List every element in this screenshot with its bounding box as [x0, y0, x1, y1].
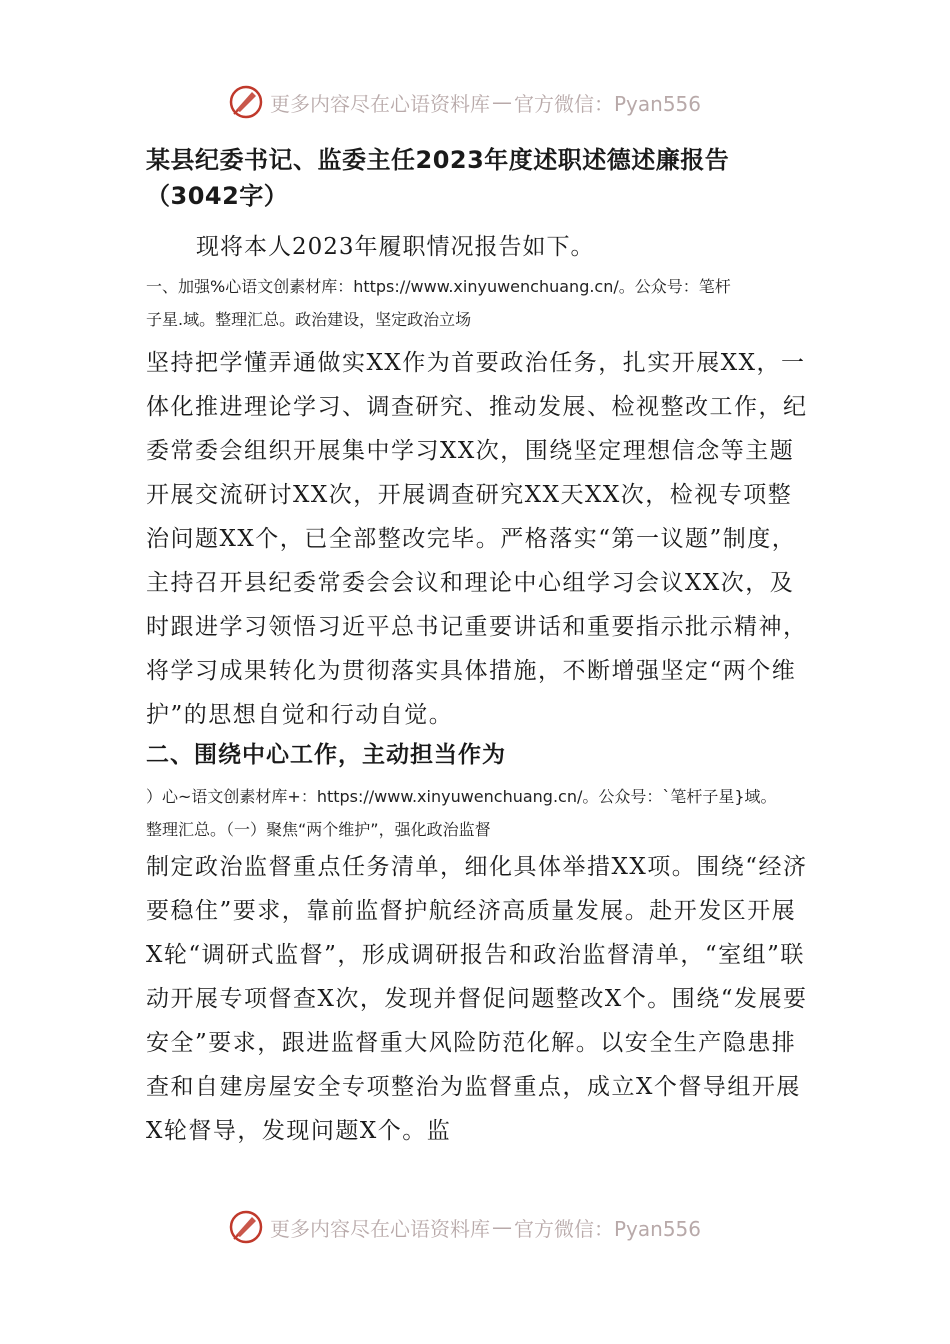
pen-logo-icon — [228, 1209, 264, 1245]
header-banner — [228, 84, 701, 120]
title-line-2: （3042字） — [146, 182, 289, 210]
banner-separator: — — [492, 1215, 512, 1239]
footer-banner — [228, 1209, 701, 1245]
pen-logo-icon — [228, 84, 264, 120]
banner-text: 更多内容尽在心语资料库 — [270, 1216, 490, 1241]
section2-note-line-2: 整理汇总。（一）聚焦“两个维护”，强化政治监督 — [146, 820, 491, 839]
banner-suffix: 官方微信：Pyan556 — [514, 91, 702, 116]
section1-note — [146, 270, 816, 336]
intro-text: 现将本人2023年履职情况报告如下。 — [196, 234, 595, 260]
document-title — [146, 142, 806, 214]
banner-text: 更多内容尽在心语资料库 — [270, 91, 490, 116]
section1-note-line-1: 一、加强%心语文创素材库：https://www.xinyuwenchuang.cn/。公众号：笔杆 — [146, 277, 731, 296]
section2-note-line-1: ）心~语文创素材库+：https://www.xinyuwenchuang.cn/。公众号：`笔杆子星}域。 — [146, 787, 777, 806]
section2-body: 制定政治监督重点任务清单，细化具体举措XX项。围绕“经济要稳住”要求，靠前监督护航经济高质量发展。赴开发区开展X轮“调研式监督”，形成调研报告和政治监督清单，“室组”联动开展专项督查X次，发现并督促问题整改X个。围绕“发展要安全”要求，跟进监督重大风险防范化解。以安全生产隐患排查和自建房屋安全专项整治为监督重点，成立X个督导组开展X轮督导，发现问题X个。监 — [146, 854, 808, 1144]
section2-heading: 二、围绕中心工作，主动担当作为 — [146, 742, 506, 768]
section1-body: 坚持把学懂弄通做实XX作为首要政治任务，扎实开展XX，一体化推进理论学习、调查研究、推动发展、检视整改工作，纪委常委会组织开展集中学习XX次，围绕坚定理想信念等主题开展交流研讨XX次，开展调查研究XX天XX次，检视专项整治问题XX个，已全部整改完毕。严格落实“第一议题”制度，主持召开县纪委常委会会议和理论中心组学习会议XX次，及时跟进学习领悟习近平总书记重要讲话和重要指示批示精神，将学习成果转化为贯彻落实具体措施，不断增强坚定“两个维护”的思想自觉和行动自觉。 — [146, 350, 808, 728]
title-line-1: 某县纪委书记、监委主任2023年度述职述德述廉报告 — [146, 146, 730, 174]
banner-suffix: 官方微信：Pyan556 — [514, 1216, 702, 1241]
section2-note — [146, 780, 816, 846]
section1-note-line-2: 子星.域。整理汇总。政治建设，坚定政治立场 — [146, 310, 472, 329]
banner-separator: — — [492, 90, 512, 114]
